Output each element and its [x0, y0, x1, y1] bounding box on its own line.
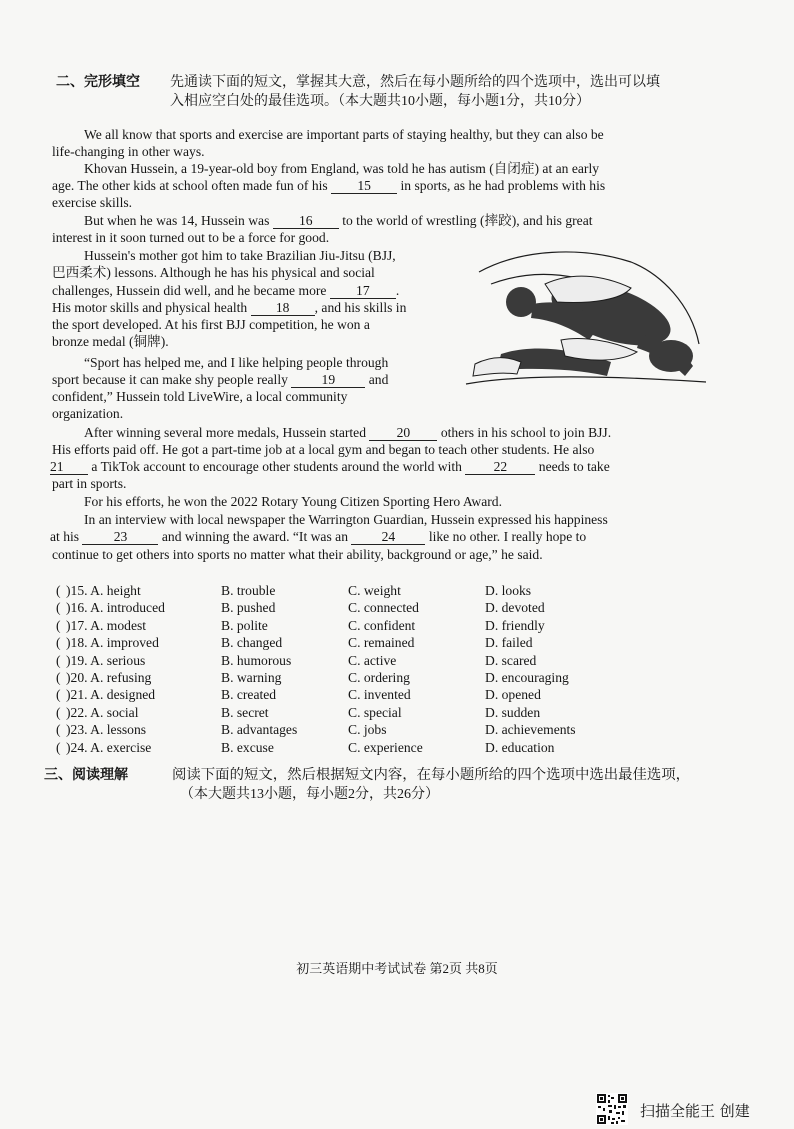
exam-page: 二、完形填空 先通读下面的短文，掌握其大意，然后在每小题所给的四个选项中，选出可以填 入相应空白处的最佳选项。（本大题共10小题，每小题1分，共10分） We all know that sports and exercise are important parts of staying healthy, but they can also be life-changing in other ways. Khovan Hussein, a 19-year-old boy from England, was told he has autism (自闭症) at an early age. The other kids at school often made fun of his 15 in sports, as he had problems with his exercise skills. But when he was 14, Hussein was 16 to the world of wrestling (摔跤), and his great interest in it soon turned out to be a force for good. Hussein's mother got him to take Brazilian Jiu-Jitsu (BJJ, 巴西柔术) lessons. Although he has his physical and social challenges, Hussein did well, and he became more 17 . His motor skills and physical health 18 , and his skills in the sport developed. At his first BJJ competition, he won a bronze medal (铜牌). “Sport has helped me, and I like helping people through sport because it can make shy people really 19 and confident,” Hussein told LiveWire, a local community organization. After winning several more medals, Hussein started 20 others in his school to join BJJ. His efforts paid off. He got a part-time job at a local gym and began to teach other students. He also 21 a TikTok account to encourage other students around the world with 22 needs to take part in sports. For his efforts, he won the 2022 Rotary Young Citizen Sporting Hero Award. In an interview with local newspaper the Warrington Guardian, Hussein expressed his happiness at his 23 and winning the award. “It was an 24 like no other. I really hope to continue to get others into sports no matter what their ability, background or age,” he said. ( )15. A. height B. trouble C. weight D. looks ( )16. A. introduced B. pushed C. connected D. devoted ( )17. A. modest B. polite C. confident D. friendly ( )18. A. improved B. changed C. remained D. failed ( )19. A. serious B. humorous C. active D. scared ( )20. A. refusing B. warning C. ordering D. encouraging ( )21. A. designed B. created C. invented D. opened ( )22. A. social B. secret C. special D. sudden ( )23. A. lessons B. advantages C. jobs D. achievements ( )24. A. exercise B. excuse C. experience D. education 三、阅读理解 阅读下面的短文，然后根据短文内容，在每小题所给的四个选项中选出最佳选项， （本大题共13小题，每小题2分，共26分） 初三英语期中考试试卷 第2页 共8页 扫描全能王 创建 — [0, 0, 794, 1124]
option-d[interactable]: D. encouraging — [485, 669, 569, 685]
option-c[interactable]: C. active — [348, 652, 397, 668]
passage-line: 21 a TikTok account to encourage other students around the world with 22 needs to take — [50, 459, 610, 474]
qr-code-icon — [596, 1093, 628, 1125]
option-c[interactable]: C. invented — [348, 687, 411, 703]
passage-line: We all know that sports and exercise are important parts of staying healthy, but they can also be — [84, 127, 604, 142]
option-d[interactable]: D. friendly — [485, 617, 545, 633]
passage-line: 巴西柔术) lessons. Although he has his physical and social — [52, 265, 375, 280]
option-b[interactable]: B. pushed — [221, 600, 276, 616]
question-number[interactable]: )15. A. height — [66, 583, 141, 598]
cloze-section-title: 二、完形填空 — [56, 75, 140, 90]
passage-line: age. The other kids at school often made fun of his 15 in sports, as he had problems with his — [52, 178, 606, 193]
question-number[interactable]: )24. A. exercise — [66, 739, 152, 755]
passage-line: In an interview with local newspaper the Warrington Guardian, Hussein expressed his happiness — [84, 512, 608, 527]
option-b[interactable]: B. warning — [221, 669, 282, 685]
reading-instruction-line1: 阅读下面的短文，然后根据短文内容，在每小题所给的四个选项中选出最佳选项， — [172, 767, 691, 783]
passage-line: challenges, Hussein did well, and he became more 17 . — [52, 283, 400, 298]
option-b[interactable]: B. humorous — [221, 652, 292, 668]
question-number[interactable]: )16. A. introduced — [66, 600, 165, 616]
passage-line: Hussein's mother got him to take Brazilian Jiu-Jitsu (BJJ, — [84, 248, 396, 263]
blank-23[interactable]: 23 — [82, 529, 158, 545]
option-d[interactable]: D. achievements — [485, 722, 576, 738]
question-number[interactable]: )18. A. improved — [66, 635, 159, 651]
passage-line: bronze medal (铜牌). — [52, 334, 169, 349]
reading-section-title: 三、阅读理解 — [44, 768, 128, 783]
reading-instruction-line2: （本大题共13小题，每小题2分，共26分） — [180, 787, 439, 802]
option-c[interactable]: C. connected — [348, 600, 419, 616]
option-b[interactable]: B. secret — [221, 704, 269, 720]
passage-line: the sport developed. At his first BJJ competition, he won a — [52, 317, 370, 332]
question-number[interactable]: )20. A. refusing — [66, 669, 152, 685]
passage-line: For his efforts, he won the 2022 Rotary Young Citizen Sporting Hero Award. — [84, 494, 502, 509]
option-d[interactable]: D. opened — [485, 687, 541, 703]
option-c[interactable]: C. special — [348, 704, 402, 720]
passage-line: interest in it soon turned out to be a force for good. — [52, 230, 330, 245]
blank-15[interactable]: 15 — [331, 178, 397, 194]
option-d[interactable]: D. devoted — [485, 600, 545, 616]
blank-16[interactable]: 16 — [273, 213, 339, 229]
option-b[interactable]: B. created — [221, 687, 277, 703]
passage-line: Khovan Hussein, a 19-year-old boy from England, was told he has autism (自闭症) at an early — [84, 161, 600, 176]
question-number[interactable]: )19. A. serious — [66, 652, 146, 668]
passage-line: life-changing in other ways. — [52, 144, 205, 159]
question-number[interactable]: )23. A. lessons — [66, 722, 147, 738]
passage-line: But when he was 14, Hussein was 16 to the world of wrestling (摔跤), and his great — [84, 213, 593, 228]
option-d[interactable]: D. sudden — [485, 704, 541, 720]
blank-18[interactable]: 18 — [251, 300, 315, 316]
blank-19[interactable]: 19 — [291, 372, 365, 388]
option-c[interactable]: C. weight — [348, 583, 401, 598]
passage-line: exercise skills. — [52, 195, 133, 210]
wrestling-illustration — [461, 244, 711, 392]
option-c[interactable]: C. jobs — [348, 722, 387, 738]
option-b[interactable]: B. polite — [221, 617, 268, 633]
blank-17[interactable]: 17 — [330, 283, 396, 299]
option-b[interactable]: B. excuse — [221, 739, 274, 755]
option-d[interactable]: D. scared — [485, 652, 537, 668]
passage-line: part in sports. — [52, 476, 127, 491]
blank-21[interactable]: 21 — [50, 459, 88, 475]
option-b[interactable]: B. trouble — [221, 583, 276, 598]
passage-line: sport because it can make shy people really 19 and — [52, 372, 389, 387]
cloze-instruction-line2: 入相应空白处的最佳选项。（本大题共10小题，每小题1分，共10分） — [170, 94, 590, 109]
question-number[interactable]: )22. A. social — [66, 704, 139, 720]
option-c[interactable]: C. confident — [348, 617, 416, 633]
passage-line: “Sport has helped me, and I like helping people through — [84, 355, 389, 370]
option-c[interactable]: C. experience — [348, 739, 423, 755]
passage-line: continue to get others into sports no matter what their ability, background or age,” he said. — [52, 547, 543, 562]
option-b[interactable]: B. changed — [221, 635, 283, 651]
option-d[interactable]: D. looks — [485, 583, 532, 598]
question-number[interactable]: )21. A. designed — [66, 687, 156, 703]
page-footer: 初三英语期中考试试卷 第2页 共8页 — [296, 961, 498, 976]
option-c[interactable]: C. remained — [348, 635, 415, 651]
option-b[interactable]: B. advantages — [221, 722, 298, 738]
option-d[interactable]: D. education — [485, 739, 555, 755]
passage-line: After winning several more medals, Hussein started 20 others in his school to join BJJ. — [84, 425, 612, 440]
passage-line: His motor skills and physical health 18 , and his skills in — [52, 300, 407, 315]
scanner-label: 扫描全能王 创建 — [640, 1102, 750, 1120]
option-d[interactable]: D. failed — [485, 635, 533, 651]
passage-line: organization. — [52, 406, 124, 421]
blank-20[interactable]: 20 — [369, 425, 437, 441]
blank-22[interactable]: 22 — [465, 459, 535, 475]
passage-line: His efforts paid off. He got a part-time job at a local gym and began to teach other students. He also — [52, 442, 595, 457]
option-c[interactable]: C. ordering — [348, 669, 410, 685]
passage-line: at his 23 and winning the award. “It was an 24 like no other. I really hope to — [50, 529, 587, 544]
blank-24[interactable]: 24 — [351, 529, 425, 545]
cloze-instruction-line1: 先通读下面的短文，掌握其大意，然后在每小题所给的四个选项中，选出可以填 — [170, 75, 660, 90]
question-number[interactable]: )17. A. modest — [66, 617, 147, 633]
passage-line: confident,” Hussein told LiveWire, a local community — [52, 389, 348, 404]
